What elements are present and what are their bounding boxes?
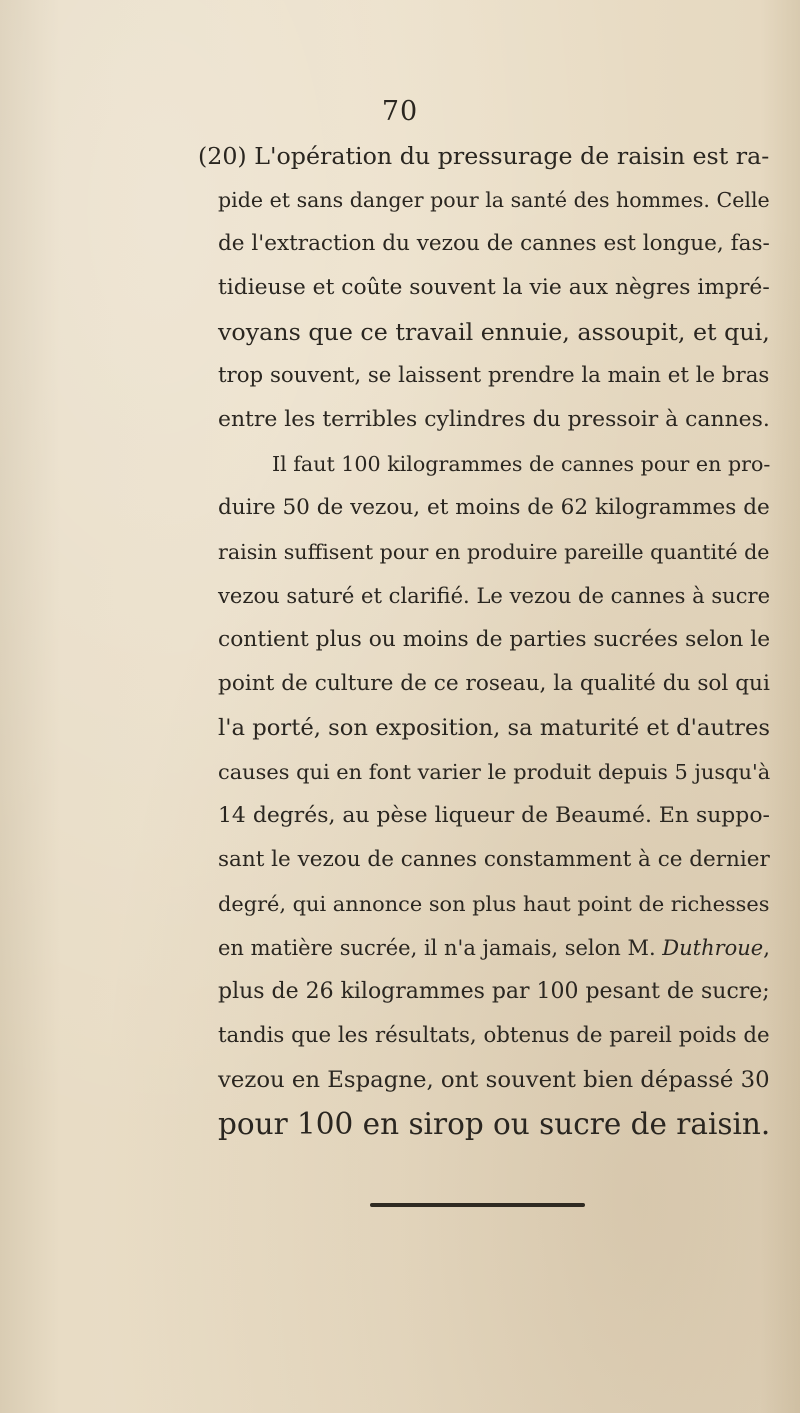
- page-number: 70: [381, 96, 419, 127]
- comma: ,: [763, 936, 770, 960]
- text-line: tidieuse et coûte souvent la vie aux nègres impré-: [218, 275, 770, 300]
- text-line: pide et sans danger pour la santé des hommes. Celle: [218, 188, 770, 212]
- text-line: duire 50 de vezou, et moins de 62 kilogrammes de: [218, 495, 770, 520]
- closing-rule: [370, 1203, 585, 1207]
- text-line: point de culture de ce roseau, la qualité du sol qui: [218, 671, 770, 696]
- text-line: de l'extraction du vezou de cannes est longue, fas-: [218, 231, 770, 256]
- line-text: en matière sucrée, il n'a jamais, selon M.: [218, 936, 656, 960]
- text-line: voyans que ce travail ennuie, assoupit, et qui,: [218, 318, 770, 346]
- text-line: raisin suffisent pour en produire pareille quantité de: [218, 540, 770, 564]
- text-line: tandis que les résultats, obtenus de pareil poids de: [218, 1023, 770, 1048]
- text-line: plus de 26 kilogrammes par 100 pesant de sucre;: [218, 979, 770, 1004]
- text-line: Il faut 100 kilogrammes de cannes pour en pro-: [272, 452, 771, 476]
- text-line: sant le vezou de cannes constamment à ce dernier: [218, 847, 770, 872]
- text-line: 14 degrés, au pèse liqueur de Beaumé. En suppo-: [218, 803, 770, 828]
- text-line: causes qui en font varier le produit depuis 5 jusqu'à: [218, 760, 771, 784]
- text-line: pour 100 en sirop ou sucre de raisin.: [218, 1107, 771, 1141]
- text-line: (20) L'opération du pressurage de raisin est ra-: [198, 142, 770, 170]
- text-line: entre les terribles cylindres du pressoir à cannes.: [218, 407, 770, 432]
- text-line: contient plus ou moins de parties sucrées selon le: [218, 627, 771, 652]
- text-line: trop souvent, se laissent prendre la main et le bras: [218, 363, 770, 388]
- text-line: [218, 930, 770, 966]
- author-name: Duthroue: [662, 936, 764, 960]
- text-line: vezou saturé et clarifié. Le vezou de cannes à sucre: [218, 583, 771, 608]
- text-line: degré, qui annonce son plus haut point de richesses: [218, 892, 770, 916]
- text-line: vezou en Espagne, ont souvent bien dépassé 30: [218, 1067, 770, 1093]
- text-line: l'a porté, son exposition, sa maturité et d'autres: [218, 715, 771, 741]
